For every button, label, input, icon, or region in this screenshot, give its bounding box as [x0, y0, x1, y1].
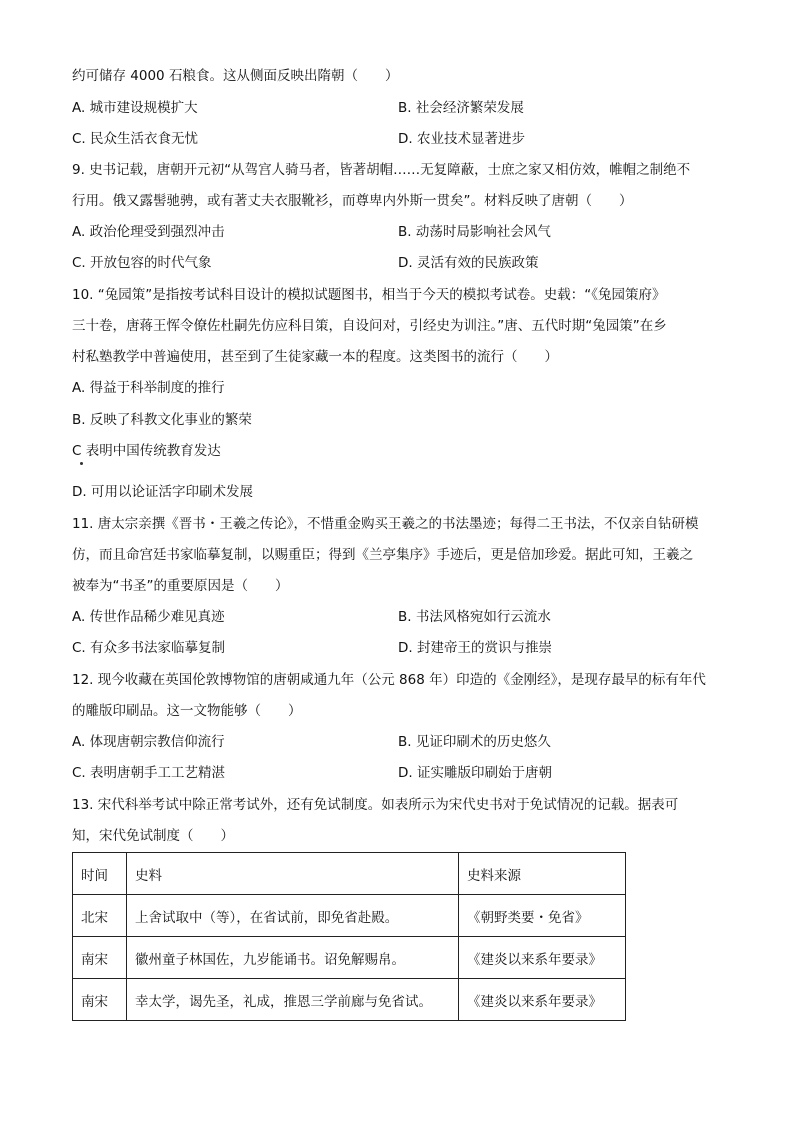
q10-option-d: D. 可用以论证活字印刷术发展	[72, 484, 253, 500]
table-header-cell: 史料来源	[459, 853, 626, 895]
stray-mark	[80, 462, 83, 465]
q12-option-d: D. 证实雕版印刷始于唐朝	[398, 765, 552, 781]
q10-stem-line-3: 村私塾教学中普遍使用，甚至到了生徒家藏一本的程度。这类图书的流行（ ）	[72, 349, 558, 365]
q13-stem-line-1: 13. 宋代科举考试中除正常考试外，还有免试制度。如表所示为宋代史书对于免试情况的记载。据表可	[72, 797, 679, 813]
q11-stem-line-3: 被奉为“书圣”的重要原因是（ ）	[72, 578, 289, 594]
table-cell: 《朝野类要・免省》	[459, 895, 626, 937]
q12-stem-line-2: 的雕版印刷品。这一文物能够（ ）	[72, 703, 302, 719]
q9-stem-line-1: 9. 史书记载，唐朝开元初“从驾宫人骑马者，皆著胡帽……无复障蔽，士庶之家又相仿效，帷帽之制绝不	[72, 162, 691, 178]
q9-option-a: A. 政治伦理受到强烈冲击	[72, 224, 225, 240]
table-cell: 北宋	[73, 895, 127, 937]
q10-stem-line-2: 三十卷，唐蒋王恽令僚佐杜嗣先仿应科目策，自设问对，引经史为训注。”唐、五代时期“兔园策”在乡	[72, 318, 667, 334]
table-cell: 《建炎以来系年要录》	[459, 979, 626, 1021]
q8-option-c: C. 民众生活衣食无忧	[72, 131, 199, 147]
table-header-cell: 史料	[127, 853, 459, 895]
table-header-row	[73, 853, 626, 895]
q11-stem-line-1: 11. 唐太宗亲撰《晋书・王羲之传论》，不惜重金购买王羲之的书法墨迹；每得二王书法，不仅亲自钻研模	[72, 516, 699, 532]
table-cell: 南宋	[73, 937, 127, 979]
table-row	[73, 937, 626, 979]
q12-option-a: A. 体现唐朝宗教信仰流行	[72, 734, 225, 750]
table-cell: 南宋	[73, 979, 127, 1021]
table-row	[73, 895, 626, 937]
q9-stem-line-2: 行用。俄又露髻驰骋，或有著丈夫衣服靴衫，而尊卑内外斯一贯矣”。材料反映了唐朝（ ）	[72, 193, 633, 209]
q10-stem-line-1: 10. “兔园策”是指按考试科目设计的模拟试题图书，相当于今天的模拟考试卷。史载：“《兔园策府》	[72, 287, 666, 303]
q11-stem-line-2: 仿，而且命宫廷书家临摹复制，以赐重臣；得到《兰亭集序》手迹后，更是倍加珍爱。据此可知，王羲之	[72, 547, 693, 563]
q9-option-c: C. 开放包容的时代气象	[72, 255, 212, 271]
q8-option-b: B. 社会经济繁荣发展	[398, 100, 524, 116]
q12-stem-line-1: 12. 现今收藏在英国伦敦博物馆的唐朝咸通九年（公元 868 年）印造的《金刚经》，是现存最早的标有年代	[72, 672, 706, 688]
exemption-table	[72, 852, 626, 1021]
table-cell: 徽州童子林国佐，九岁能诵书。诏免解赐帛。	[127, 937, 459, 979]
q10-option-a: A. 得益于科举制度的推行	[72, 380, 225, 396]
q10-option-c: C 表明中国传统教育发达	[72, 443, 221, 459]
q11-option-c: C. 有众多书法家临摹复制	[72, 640, 226, 656]
table-row	[73, 979, 626, 1021]
q12-option-c: C. 表明唐朝手工工艺精湛	[72, 765, 226, 781]
q8-stem: 约可储存 4000 石粮食。这从侧面反映出隋朝（ ）	[72, 68, 399, 84]
q8-option-d: D. 农业技术显著进步	[398, 131, 525, 147]
table-cell: 《建炎以来系年要录》	[459, 937, 626, 979]
q8-option-a: A. 城市建设规模扩大	[72, 100, 198, 116]
q9-option-d: D. 灵活有效的民族政策	[398, 255, 539, 271]
q10-option-b: B. 反映了科教文化事业的繁荣	[72, 412, 252, 428]
q11-option-b: B. 书法风格宛如行云流水	[398, 609, 551, 625]
table-cell: 上舍试取中（等），在省试前，即免省赴殿。	[127, 895, 459, 937]
q9-option-b: B. 动荡时局影响社会风气	[398, 224, 551, 240]
q11-option-a: A. 传世作品稀少难见真迹	[72, 609, 225, 625]
table-cell: 幸太学，谒先圣，礼成，推恩三学前廊与免省试。	[127, 979, 459, 1021]
q13-stem-line-2: 知，宋代免试制度（ ）	[72, 828, 234, 844]
q12-option-b: B. 见证印刷术的历史悠久	[398, 734, 551, 750]
table-header-cell: 时间	[73, 853, 127, 895]
q11-option-d: D. 封建帝王的赏识与推崇	[398, 640, 552, 656]
